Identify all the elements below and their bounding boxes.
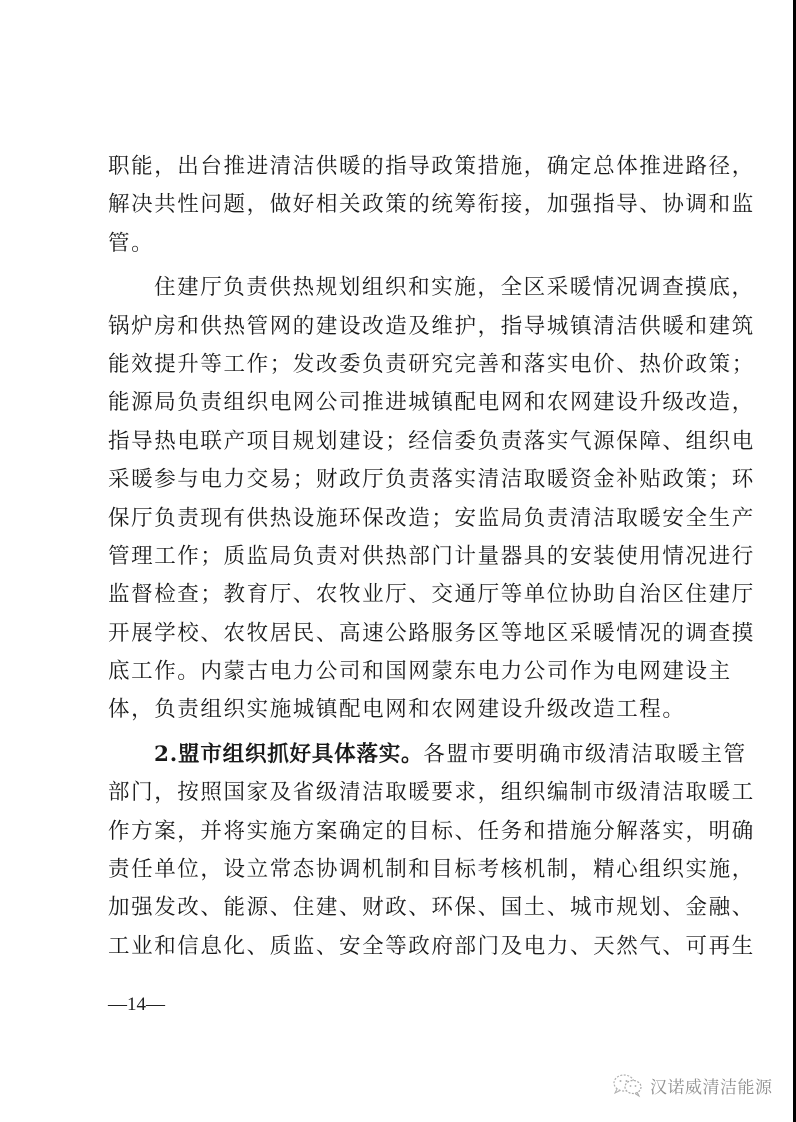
text-line: 部门，按照国家及省级清洁取暖要求，组织编制市级清洁取暖工 [108, 780, 755, 806]
text-line: 管。 [108, 230, 155, 256]
section-heading: 2.盟市组织抓好具体落实。 [154, 741, 424, 767]
text-line: 职能，出台推进清洁供暖的指导政策措施，确定总体推进路径， [108, 154, 755, 179]
wechat-icon [612, 1072, 644, 1098]
text-line: 加强发改、能源、住建、财政、环保、国土、城市规划、金融、 [108, 895, 755, 921]
text-line: 监督检查；教育厅、农牧业厅、交通厅等单位协助自治区住建厅 [108, 582, 755, 608]
text-line: 住建厅负责供热规划组织和实施，全区采暖情况调查摸底， [154, 275, 755, 301]
text-line: 作方案，并将实施方案确定的目标、任务和措施分解落实，明确 [108, 818, 755, 844]
text-line: 锅炉房和供热管网的建设改造及维护，指导城镇清洁供暖和建筑 [108, 313, 755, 339]
text-line: 责任单位，设立常态协调机制和目标考核机制，精心组织实施， [108, 857, 755, 883]
paragraph-3 [108, 736, 755, 966]
text-line [108, 736, 747, 774]
watermark [612, 1072, 773, 1098]
text-line: 能效提升等工作；发改委负责研究完善和落实电价、热价政策； [108, 351, 755, 377]
paragraph-1 [108, 148, 755, 263]
text-line: 管理工作；质监局负责对供热部门计量器具的安装使用情况进行 [108, 543, 755, 569]
page-number: —14— [108, 994, 165, 1015]
text-line: 解决共性问题，做好相关政策的统筹衔接，加强指导、协调和监 [108, 192, 755, 218]
text-line: 指导热电联产项目规划建设；经信委负责落实气源保障、组织电 [108, 428, 755, 454]
document-body [108, 148, 755, 966]
text-line: 保厅负责现有供热设施环保改造；安监局负责清洁取暖安全生产 [108, 505, 755, 531]
text-line: 能源局负责组织电网公司推进城镇配电网和农网建设升级改造， [108, 390, 755, 416]
text-line: 工业和信息化、质监、安全等政府部门及电力、天然气、可再生 [108, 933, 755, 959]
text-line: 体，负责组织实施城镇配电网和农网建设升级改造工程。 [108, 697, 686, 723]
text-line: 采暖参与电力交易；财政厅负责落实清洁取暖资金补贴政策；环 [108, 467, 755, 493]
text-line: 底工作。内蒙古电力公司和国网蒙东电力公司作为电网建设主 [108, 659, 732, 685]
paragraph-2 [108, 269, 755, 730]
watermark-text: 汉诺威清洁能源 [650, 1077, 773, 1098]
text-line: 开展学校、农牧居民、高速公路服务区等地区采暖情况的调查摸 [108, 620, 755, 646]
text-run: 各盟市要明确市级清洁取暖主管 [423, 741, 747, 767]
